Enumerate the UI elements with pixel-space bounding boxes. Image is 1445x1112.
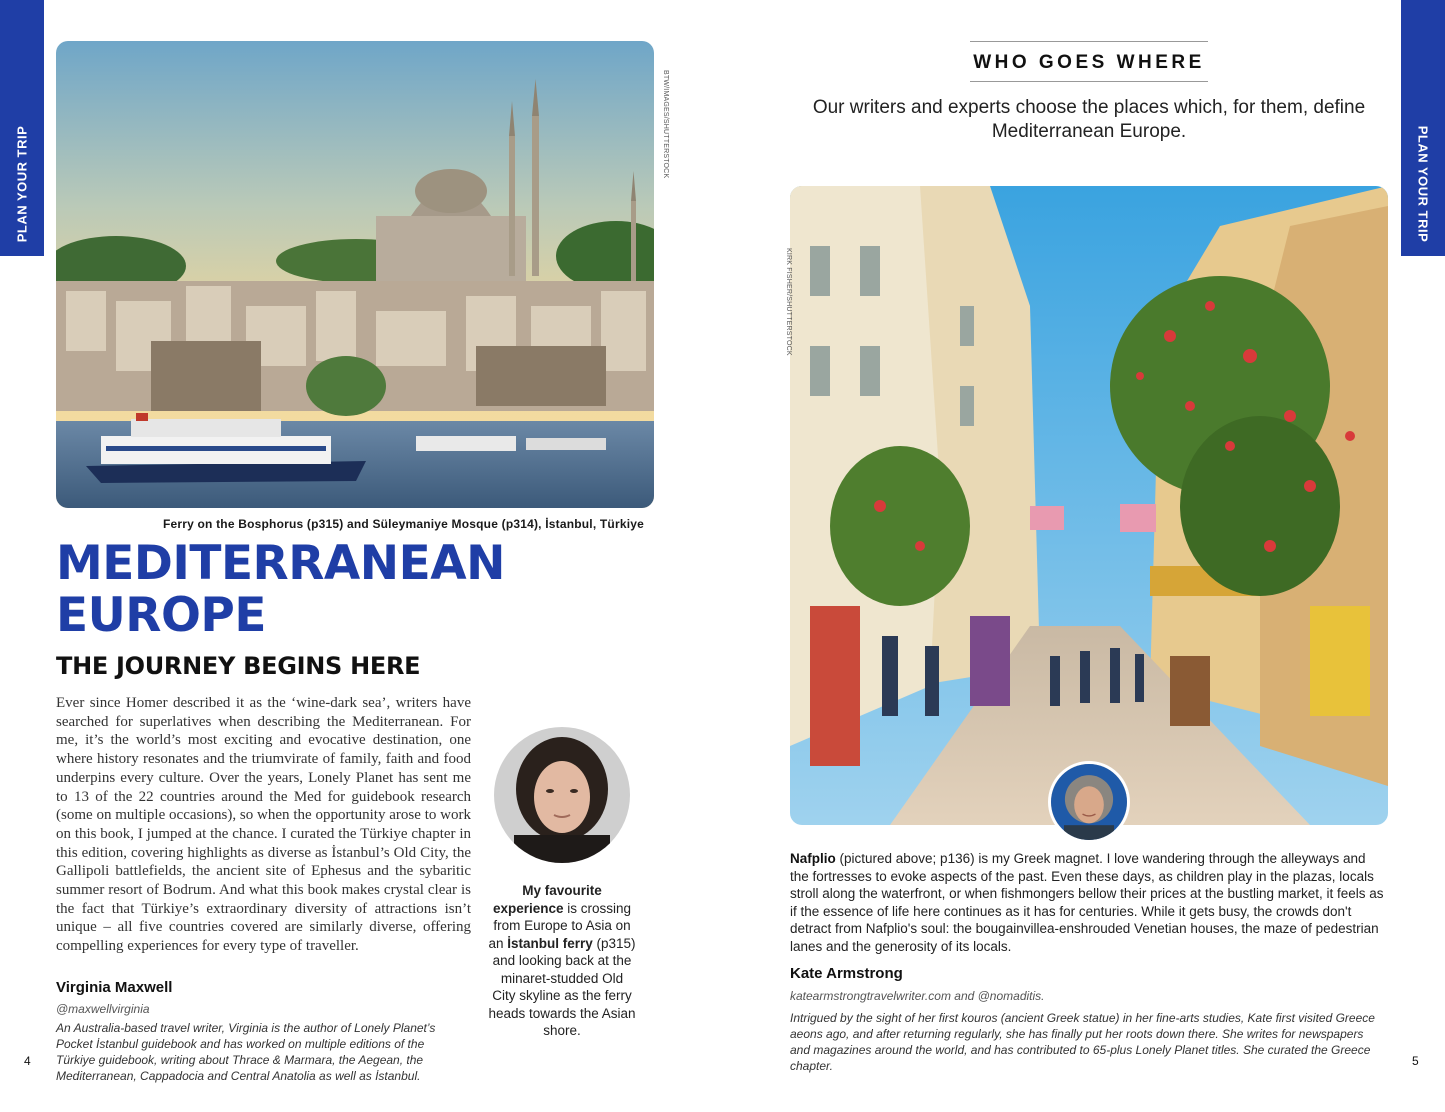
nafplio-photo [790, 186, 1388, 825]
fav-pre: is crossing from Europe to Asia on an [488, 900, 632, 951]
kate-portrait-art [1051, 764, 1127, 840]
title-line-1: MEDITERRANEAN [56, 536, 505, 591]
section-rule-bottom [970, 81, 1208, 82]
favourite-experience [488, 882, 636, 1040]
section-title: WHO GOES WHERE [973, 52, 1205, 73]
page-subtitle: THE JOURNEY BEGINS HERE [56, 652, 421, 680]
side-tab-right [1401, 0, 1445, 256]
photo-caption: Ferry on the Bosphorus (p315) and Süleymaniye Mosque (p314), İstanbul, Türkiye [162, 517, 644, 531]
author-name-left: Virginia Maxwell [56, 979, 173, 996]
nafplio-body: (pictured above; p136) is my Greek magnet. I love wandering through the alleyways and the fortresses to evoke aspects of the past. Even these days, as children play in the plazas, locals stroll along the waterfront, or when fishmongers bellow their prices at the bustling market, it feels as if the essence of life here continues as it has for centuries. While it gets busy, the crowds don't detract from Nafplio's soul: the bougainvillea-enshrouded Venetian houses, the maze of pedestrian lanes and the generosity of its locals. [790, 851, 1384, 954]
virginia-portrait-art [494, 727, 630, 863]
side-tab-right-label: PLAN YOUR TRIP [1415, 125, 1431, 243]
nafplio-place: Nafplio [790, 851, 836, 866]
side-tab-left-label: PLAN YOUR TRIP [14, 125, 30, 243]
nafplio-photo-art [790, 186, 1388, 825]
title-line-2: EUROPE [56, 588, 266, 643]
author-name-right: Kate Armstrong [790, 965, 903, 982]
fav-heading: My favourite [522, 883, 602, 898]
nafplio-photo-credit: KIRK FISHER/SHUTTERSTOCK [785, 248, 792, 356]
page-number-left: 4 [24, 1054, 31, 1068]
virginia-portrait [494, 727, 630, 863]
fav-bold: experience [492, 900, 564, 916]
author-bio-left: An Australia-based travel writer, Virginia is the author of Lonely Planet’s Pocket İstanbul guidebook and has worked on multiple editions of the Türkiye guidebook, writing about Thrace & Marmara, the Aegean, the Mediterranean, Cappadocia and Central Anatolia as well as İstanbul. [56, 1021, 436, 1083]
page-title [56, 538, 505, 642]
section-subtitle: Our writers and experts choose the places which, for them, define Mediterranean Europe. [812, 97, 1366, 142]
istanbul-photo-art [56, 41, 654, 508]
side-tab-left [0, 0, 44, 256]
author-handle-right[interactable]: katearmstrongtravelwriter.com and @nomaditis. [790, 989, 1045, 1003]
fav-place: İstanbul ferry [507, 935, 593, 951]
section-rule-top [970, 41, 1208, 42]
istanbul-photo-credit: BTW/IMAGES/SHUTTERSTOCK [662, 70, 669, 179]
page-number-right: 5 [1412, 1054, 1419, 1068]
istanbul-photo [56, 41, 654, 508]
nafplio-description [790, 850, 1388, 956]
kate-portrait [1048, 761, 1130, 843]
fav-post: (p315) and looking back at the minaret-studded Old City skyline as the ferry heads towards the Asian shore. [488, 935, 636, 1038]
intro-paragraph: Ever since Homer described it as the ‘wine-dark sea’, writers have searched for superlatives when describing the Mediterranean. For me, it’s the world’s most exciting and evocative destination, one where history resonates and the triumvirate of family, faith and food underpins every culture. Over the years, Lonely Planet has sent me to 13 of the 22 countries around the Med for guidebook research (some on multiple occasions), so when the opportunity arose to work on this book, I jumped at the chance. I curated the Türkiye chapter in this edition, covering highlights as diverse as İstanbul’s Old City, the Gallipoli battlefields, the ancient site of Ephesus and the sybaritic summer resort of Bodrum. And what this book makes crystal clear is the fact that Türkiye’s extraordinary diversity of attractions isn’t unique – all five countries covered are similarly diverse, offering compelling experiences for every type of traveller. [56, 695, 471, 955]
author-handle-left[interactable]: @maxwellvirginia [56, 1002, 150, 1016]
author-bio-right: Intrigued by the sight of her first kouros (ancient Greek statue) in her fine-arts studies, Kate first visited Greece aeons ago, and after returning regularly, she has finally put her roots down there. She writes for newspapers and magazines around the world, and has contributed to 65-plus Lonely Planet titles. She curated the Greece chapter. [790, 1011, 1375, 1073]
